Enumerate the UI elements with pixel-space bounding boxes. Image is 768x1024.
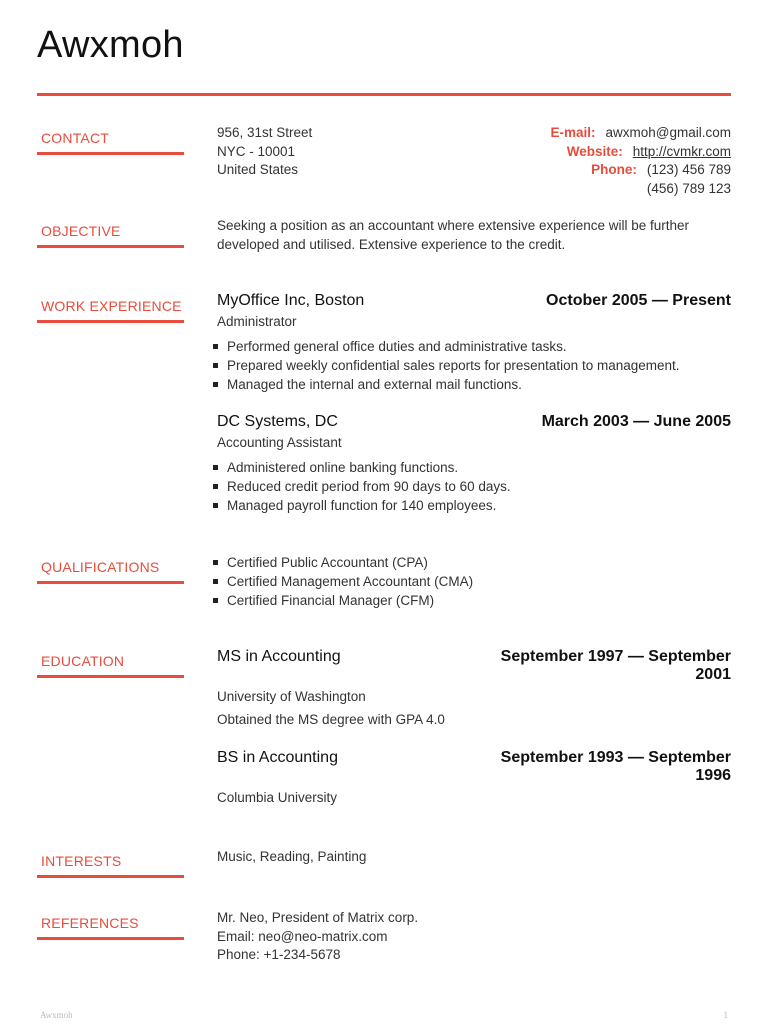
reference-line: Mr. Neo, President of Matrix corp.: [217, 910, 419, 925]
education-dates-line: September 1993 — September: [500, 749, 731, 766]
job-dates: October 2005 — Present: [546, 292, 731, 309]
job-bullet: Administered online banking functions.: [217, 458, 731, 477]
education-dates-line: 2001: [695, 666, 731, 683]
education-dates: [491, 648, 731, 684]
phone-value: (123) 456 789: [646, 162, 731, 177]
phone-label: Phone:: [591, 162, 637, 177]
education-dates-line: September 1997 — September: [500, 648, 731, 665]
address-line: NYC - 10001: [217, 143, 296, 159]
education-degree: MS in Accounting: [217, 648, 341, 665]
job-bullet: Managed payroll function for 140 employees.: [217, 496, 731, 515]
section-label-objective: OBJECTIVE: [37, 223, 184, 248]
qualification-item: Certified Public Accountant (CPA): [217, 553, 731, 572]
job-header: [217, 413, 731, 431]
phone-row: [550, 180, 731, 199]
reference-line: Email: neo@neo-matrix.com: [217, 928, 388, 944]
email-value: awxmoh@gmail.com: [605, 125, 731, 140]
contact-details: [550, 124, 731, 198]
qualifications-list: [217, 553, 731, 610]
job-company: DC Systems, DC: [217, 413, 338, 430]
footer-page-number: 1: [723, 1010, 728, 1020]
website-link[interactable]: http://cvmkr.com: [632, 143, 731, 159]
interests-text: Music, Reading, Painting: [217, 849, 367, 864]
section-label-references: REFERENCES: [37, 915, 184, 940]
job-entry: [217, 413, 731, 515]
job-entry: [217, 292, 731, 394]
email-label: E-mail:: [550, 125, 596, 140]
job-role: Administrator: [217, 314, 297, 329]
education-degree: BS in Accounting: [217, 749, 338, 766]
website-row: [550, 143, 731, 162]
objective-line: Seeking a position as an accountant where extensive experience will be further: [217, 218, 690, 233]
education-school: Columbia University: [217, 790, 338, 805]
section-label-contact: CONTACT: [37, 130, 184, 155]
education-entry: [217, 648, 731, 729]
address-line: 956, 31st Street: [217, 125, 313, 140]
section-label-qualifications: QUALIFICATIONS: [37, 559, 184, 584]
header-divider: [37, 93, 731, 96]
education-note: Obtained the MS degree with GPA 4.0: [217, 711, 445, 727]
address-line: United States: [217, 162, 299, 177]
education-dates: [491, 749, 731, 785]
job-company: MyOffice Inc, Boston: [217, 292, 365, 309]
job-bullets: [217, 458, 731, 515]
job-bullet: Reduced credit period from 90 days to 60 days.: [217, 477, 731, 496]
education-header: [217, 648, 731, 684]
section-label-interests: INTERESTS: [37, 853, 184, 878]
job-bullet: Managed the internal and external mail functions.: [217, 375, 731, 394]
education-dates-line: 1996: [695, 767, 731, 784]
footer-name: Awxmoh: [40, 1010, 73, 1020]
phone-row: [550, 161, 731, 180]
job-role: Accounting Assistant: [217, 435, 342, 450]
education-school: University of Washington: [217, 689, 366, 704]
section-label-work: WORK EXPERIENCE: [37, 298, 184, 323]
objective-text: [217, 217, 731, 254]
job-header: [217, 292, 731, 310]
job-bullet: Performed general office duties and administrative tasks.: [217, 337, 731, 356]
education-entry: [217, 749, 731, 808]
phone-value: (456) 789 123: [646, 180, 731, 196]
section-label-education: EDUCATION: [37, 653, 184, 678]
education-header: [217, 749, 731, 785]
candidate-name: Awxmoh: [37, 24, 184, 66]
job-bullets: [217, 337, 731, 394]
qualification-item: Certified Financial Manager (CFM): [217, 591, 731, 610]
reference-line: Phone: +1-234-5678: [217, 947, 341, 962]
email-row: [550, 124, 731, 143]
job-dates: March 2003 — June 2005: [541, 413, 731, 430]
job-bullet: Prepared weekly confidential sales reports for presentation to management.: [217, 356, 731, 375]
objective-line: developed and utilised. Extensive experience to the credit.: [217, 236, 566, 252]
website-label: Website:: [566, 143, 623, 159]
references-text: [217, 909, 731, 965]
qualification-item: Certified Management Accountant (CMA): [217, 572, 731, 591]
qualification-bullets: [217, 553, 731, 610]
